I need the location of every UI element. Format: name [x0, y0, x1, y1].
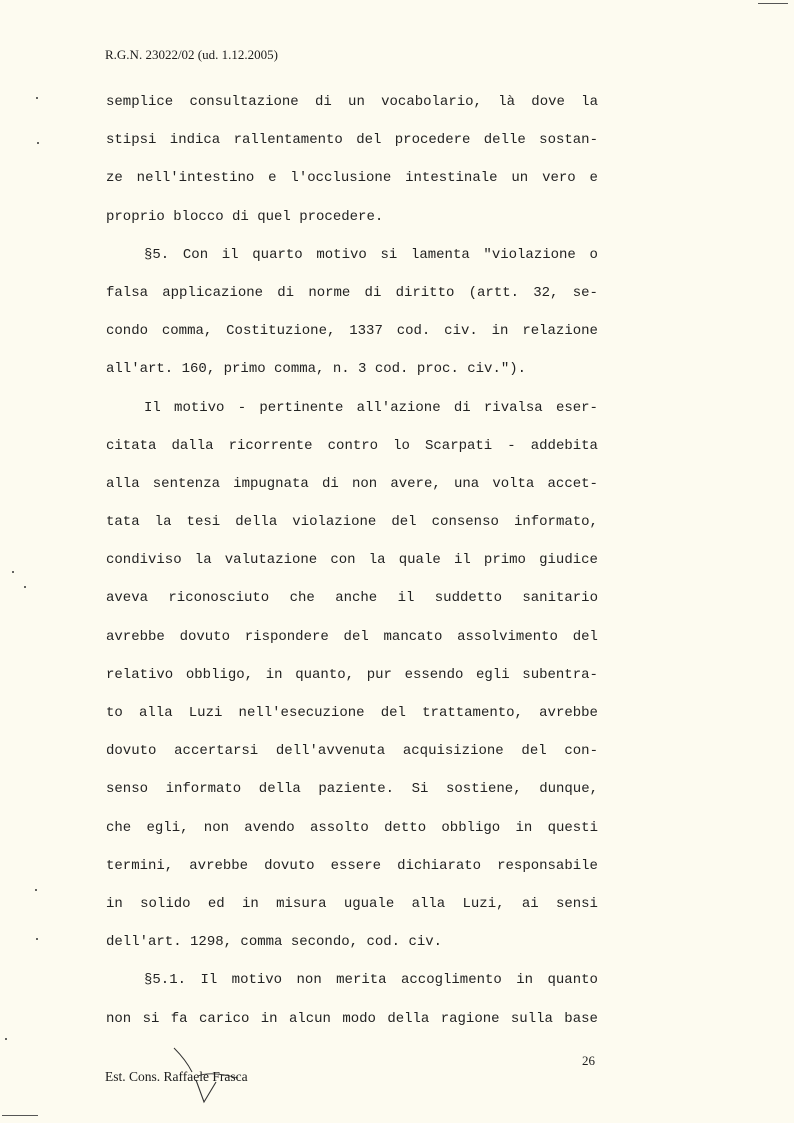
text-line: citata dalla ricorrente contro lo Scarpati - addebita — [106, 437, 598, 454]
text-line: to alla Luzi nell'esecuzione del trattamento, avrebbe — [106, 705, 598, 721]
scan-speck — [24, 586, 26, 588]
text-line: condo comma, Costituzione, 1337 cod. civ. in relazione — [106, 323, 598, 340]
text-line: ze nell'intestino e l'occlusione intestinale un vero e — [106, 170, 598, 187]
text-line: tata la tesi della violazione del consenso informato, — [106, 514, 598, 531]
text-line: proprio blocco di quel procedere. — [106, 208, 384, 225]
estensore-label: Est. Cons. Raffaele Frasca — [105, 1069, 248, 1084]
text-line: termini, avrebbe dovuto essere dichiarato responsabile — [106, 857, 598, 874]
text-line: stipsi indica rallentamento del procedere delle sostan- — [106, 132, 598, 149]
scan-edge-line — [758, 3, 788, 4]
text-line: semplice consultazione di un vocabolario, là dove la — [106, 94, 598, 110]
scan-speck — [36, 938, 38, 940]
page-number: 26 — [582, 1053, 595, 1068]
text-line: avrebbe dovuto rispondere del mancato assolvimento del — [106, 628, 598, 645]
text-line: relativo obbligo, in quanto, pur essendo egli subentra- — [106, 666, 598, 683]
text-line: dell'art. 1298, comma secondo, cod. civ. — [106, 934, 443, 951]
scan-edge-line — [2, 1115, 38, 1116]
text-line: alla sentenza impugnata di non avere, una volta accet- — [106, 475, 598, 492]
scan-speck — [37, 142, 39, 144]
text-line: dovuto accertarsi dell'avvenuta acquisizione del con- — [106, 743, 598, 760]
text-line: falsa applicazione di norme di diritto (artt. 32, se- — [106, 284, 598, 301]
scan-speck — [5, 1038, 7, 1040]
scan-speck — [35, 889, 37, 891]
body-text — [106, 88, 598, 1043]
text-line: all'art. 160, primo comma, n. 3 cod. proc. civ."). — [106, 361, 527, 378]
text-line: che egli, non avendo assolto detto obbligo in questi — [106, 819, 598, 836]
text-line: senso informato della paziente. Si sostiene, dunque, — [106, 781, 598, 798]
text-line: aveva riconosciuto che anche il suddetto sanitario — [106, 590, 598, 607]
paragraph-start-line: Il motivo - pertinente all'azione di rivalsa eser- — [144, 399, 598, 416]
paragraph-start-line: §5. Con il quarto motivo si lamenta "violazione o — [144, 246, 598, 263]
text-line: condiviso la valutazione con la quale il primo giudice — [106, 552, 598, 569]
case-reference: R.G.N. 23022/02 (ud. 1.12.2005) — [105, 47, 278, 62]
text-line: non si fa carico in alcun modo della ragione sulla base — [106, 1010, 598, 1027]
scan-speck — [36, 97, 38, 99]
text-line: in solido ed in misura uguale alla Luzi, ai sensi — [106, 895, 598, 912]
scan-speck — [12, 571, 14, 573]
paragraph-start-line: §5.1. Il motivo non merita accoglimento in quanto — [144, 972, 598, 989]
